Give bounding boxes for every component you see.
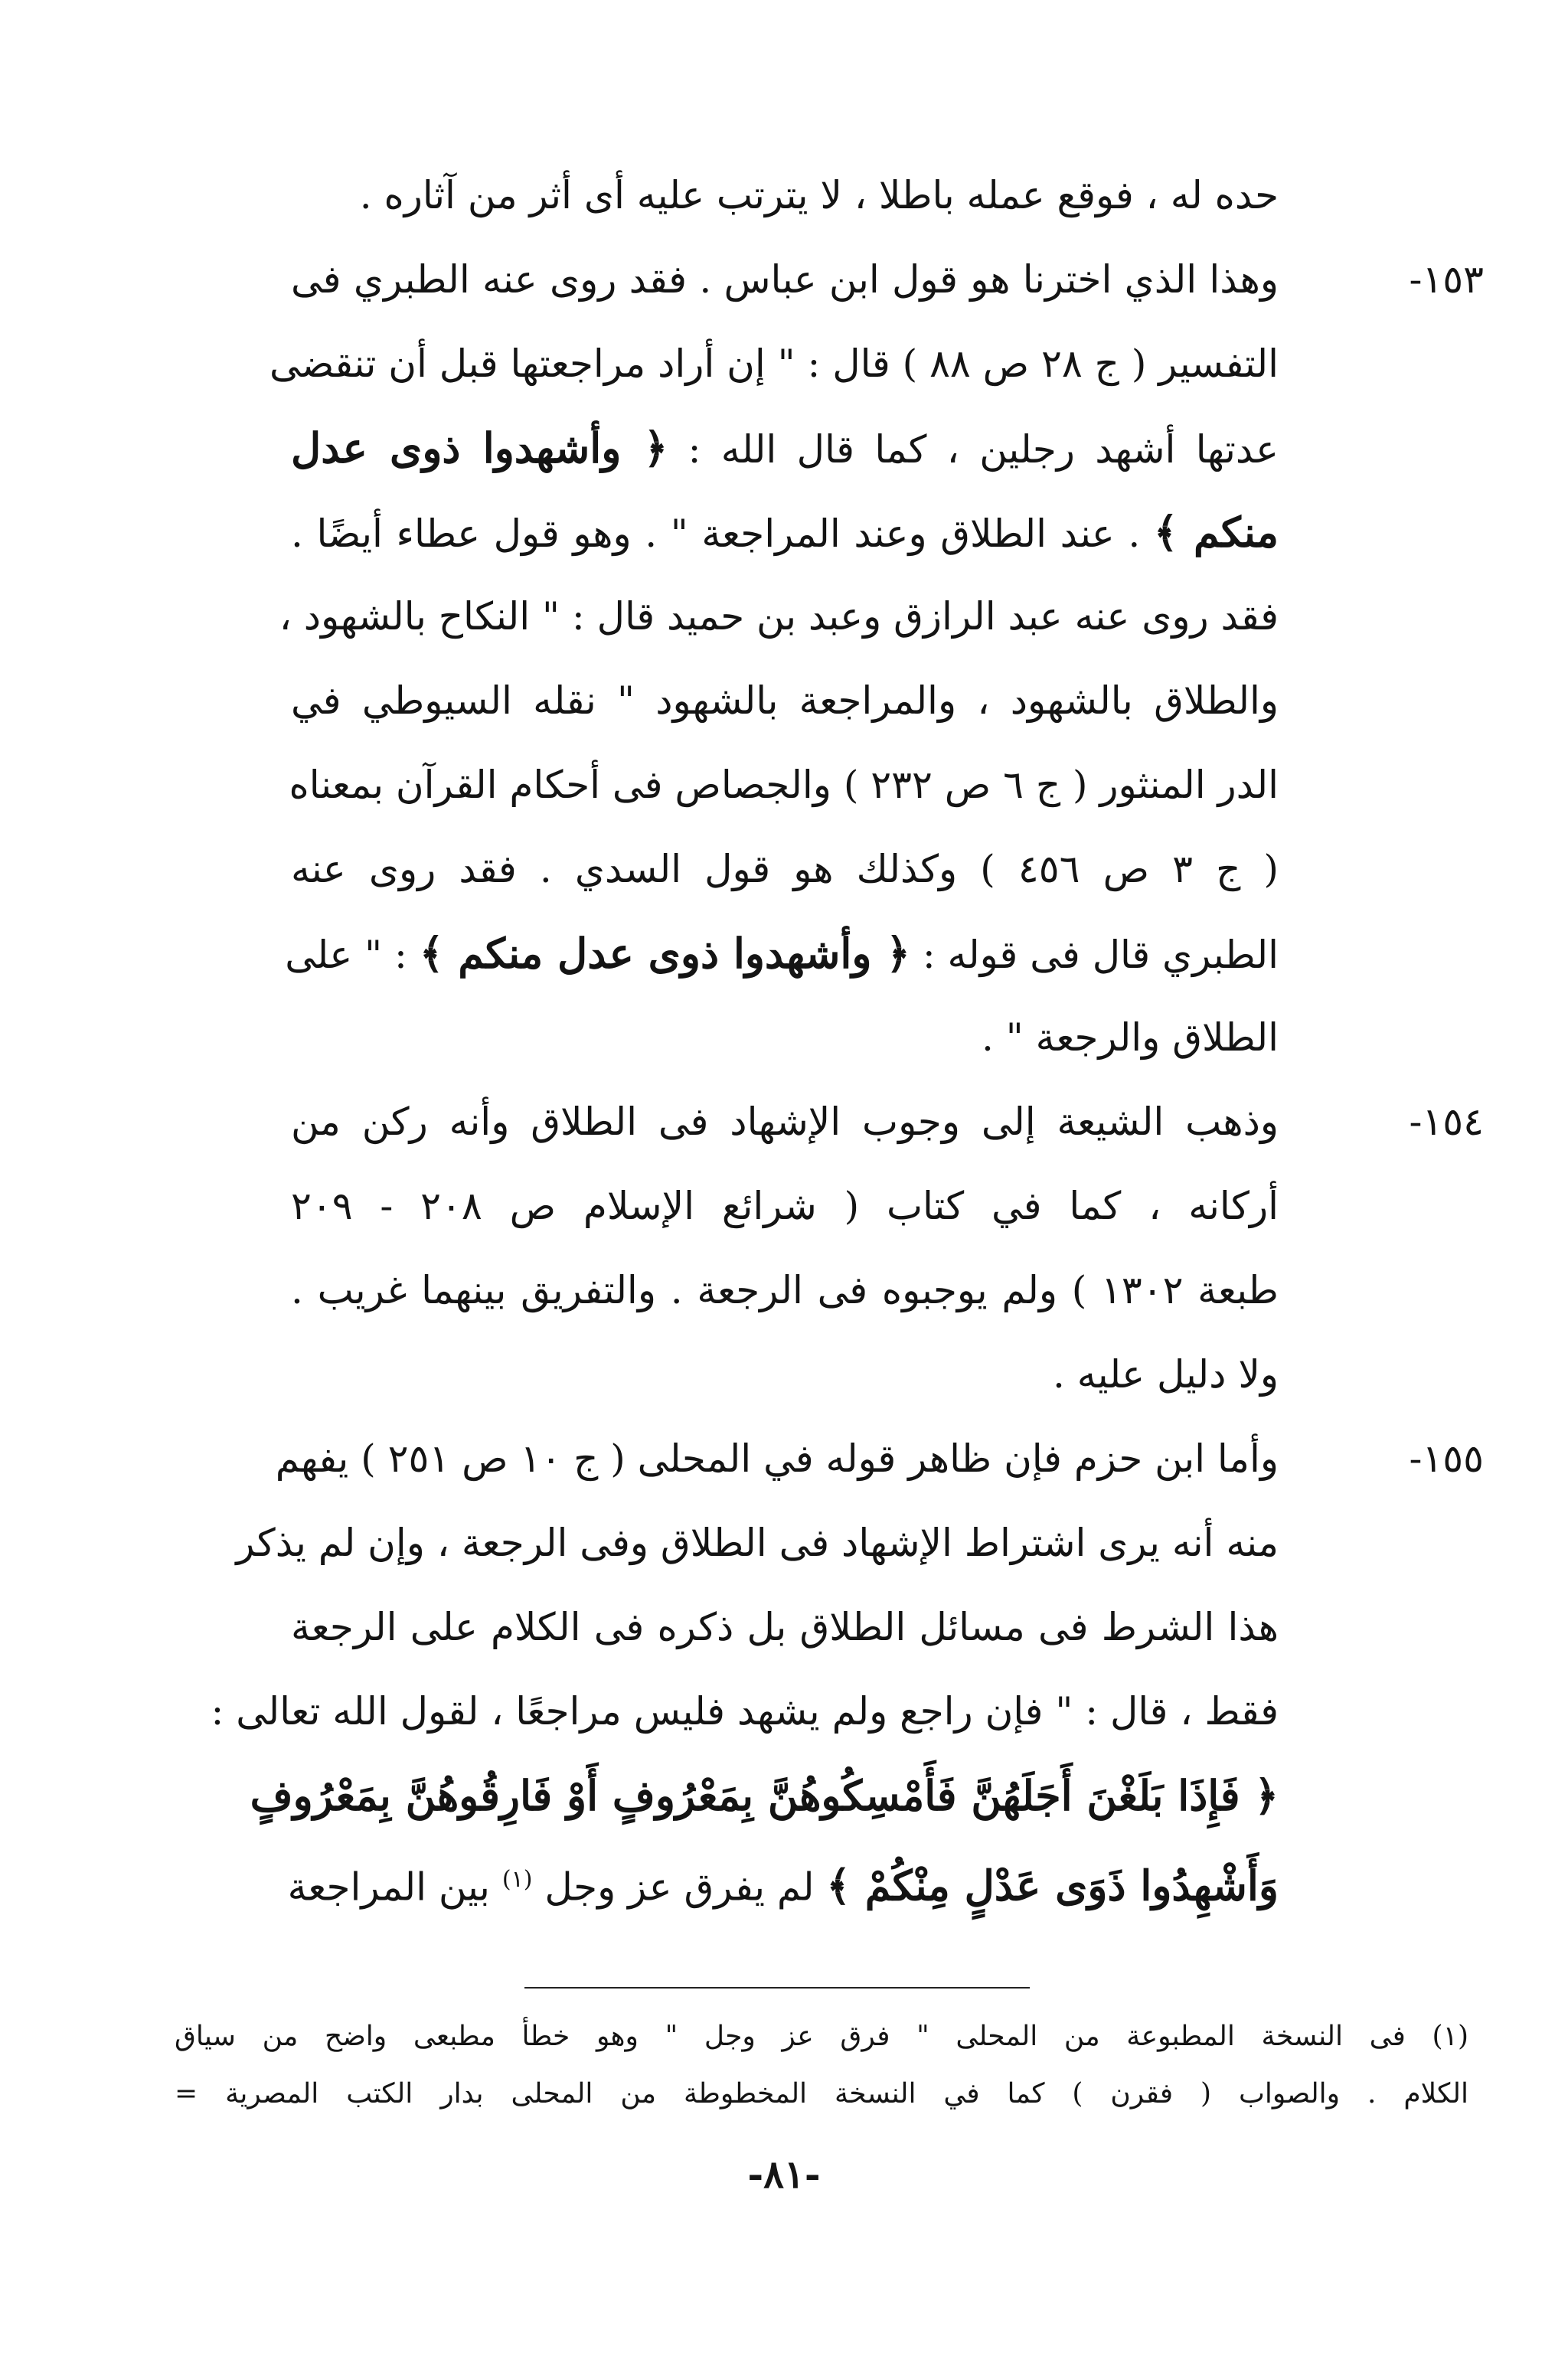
body-line xyxy=(285,923,1279,984)
body-line: منه أنه يرى اشتراط الإشهاد فى الطلاق وفى الرجعة ، وإن لم يذكر xyxy=(236,1521,1279,1565)
footnote-ref: (١) xyxy=(501,1866,533,1893)
body-line: وأما ابن حزم فإن ظاهر قوله في المحلى ( ج ١٠ ص ٢٥١ ) يفهم xyxy=(275,1436,1279,1481)
body-line: ولا دليل عليه . xyxy=(1053,1352,1279,1397)
quran-quote: ﴿ وأشهدوا ذوى عدل منكم ﴾ xyxy=(419,929,910,978)
item-number-154: ١٥٤- xyxy=(1409,1100,1484,1144)
body-line: هذا الشرط فى مسائل الطلاق بل ذكره فى الكلام على الرجعة xyxy=(291,1605,1279,1649)
page-number: -٨١- xyxy=(747,2152,821,2197)
body-line: التفسير ( ج ٢٨ ص ٨٨ ) قال : " إن أراد مراجعتها قبل أن تنقضى xyxy=(270,342,1279,386)
body-text: عدتها أشهد رجلين ، كما قال الله : xyxy=(688,427,1279,472)
body-line: فقد روى عنه عبد الرازق وعبد بن حميد قال : " النكاح بالشهود ، xyxy=(279,594,1279,639)
body-text: . عند الطلاق وعند المراجعة " . وهو قول عطاء أيضًا . xyxy=(291,511,1141,556)
body-line: الدر المنثور ( ج ٦ ص ٢٣٢ ) والجصاص فى أحكام القرآن بمعناه xyxy=(289,763,1279,807)
body-line: ( ج ٣ ص ٤٥٦ ) وكذلك هو قول السدي . فقد روى عنه xyxy=(291,847,1279,891)
body-line: طبعة ١٣٠٢ ) ولم يوجبوه فى الرجعة . والتفريق بينهما غريب . xyxy=(291,1268,1279,1312)
footnote-line: الكلام . والصواب ( فقرن ) كما في النسخة المخطوطة من المحلى بدار الكتب المصرية = xyxy=(175,2078,1468,2109)
item-number-155: ١٥٥- xyxy=(1409,1436,1484,1481)
body-line xyxy=(291,502,1279,563)
footnote-line: (١) فى النسخة المطبوعة من المحلى " فرق عز وجل " وهو خطأ مطبعى واضح من سياق xyxy=(175,2021,1468,2052)
body-line: الطلاق والرجعة " . xyxy=(981,1015,1279,1060)
body-line: حده له ، فوقع عمله باطلا ، لا يترتب عليه أى أثر من آثاره . xyxy=(359,173,1279,217)
quran-quote-line: ﴿ فَإِذَا بَلَغْنَ أَجَلَهُنَّ فَأَمْسِكُوهُنَّ بِمَعْرُوفٍ أَوْ فَارِقُوهُنَّ بِمَعْرُوفٍ xyxy=(250,1771,1279,1820)
body-text: بين المراجعة xyxy=(287,1864,490,1910)
quran-quote: منكم ﴾ xyxy=(1153,508,1279,557)
quran-quote: وَأَشْهِدُوا ذَوَى عَدْلٍ مِنْكُمْ ﴾ xyxy=(826,1861,1279,1910)
body-line: وهذا الذي اخترنا هو قول ابن عباس . فقد روى عنه الطبري فى xyxy=(291,257,1279,302)
body-text: : " على xyxy=(285,933,407,977)
body-line: أركانه ، كما في كتاب ( شرائع الإسلام ص ٢٠٨ - ٢٠٩ xyxy=(291,1184,1279,1228)
body-line: وذهب الشيعة إلى وجوب الإشهاد فى الطلاق وأنه ركن من xyxy=(291,1100,1279,1144)
body-line xyxy=(287,1849,1279,1910)
body-line xyxy=(291,417,1279,479)
item-number-153: ١٥٣- xyxy=(1409,257,1484,302)
body-line: فقط ، قال : " فإن راجع ولم يشهد فليس مراجعًا ، لقول الله تعالى : xyxy=(211,1689,1279,1734)
body-text: لم يفرق عز وجل xyxy=(544,1864,815,1910)
quran-quote: ﴿ وأشهدوا ذوى عدل xyxy=(291,423,668,472)
body-line: والطلاق بالشهود ، والمراجعة بالشهود " نقله السيوطي في xyxy=(291,678,1279,723)
body-text: الطبري قال فى قوله : xyxy=(922,933,1279,977)
footnote-separator xyxy=(524,1987,1030,1989)
